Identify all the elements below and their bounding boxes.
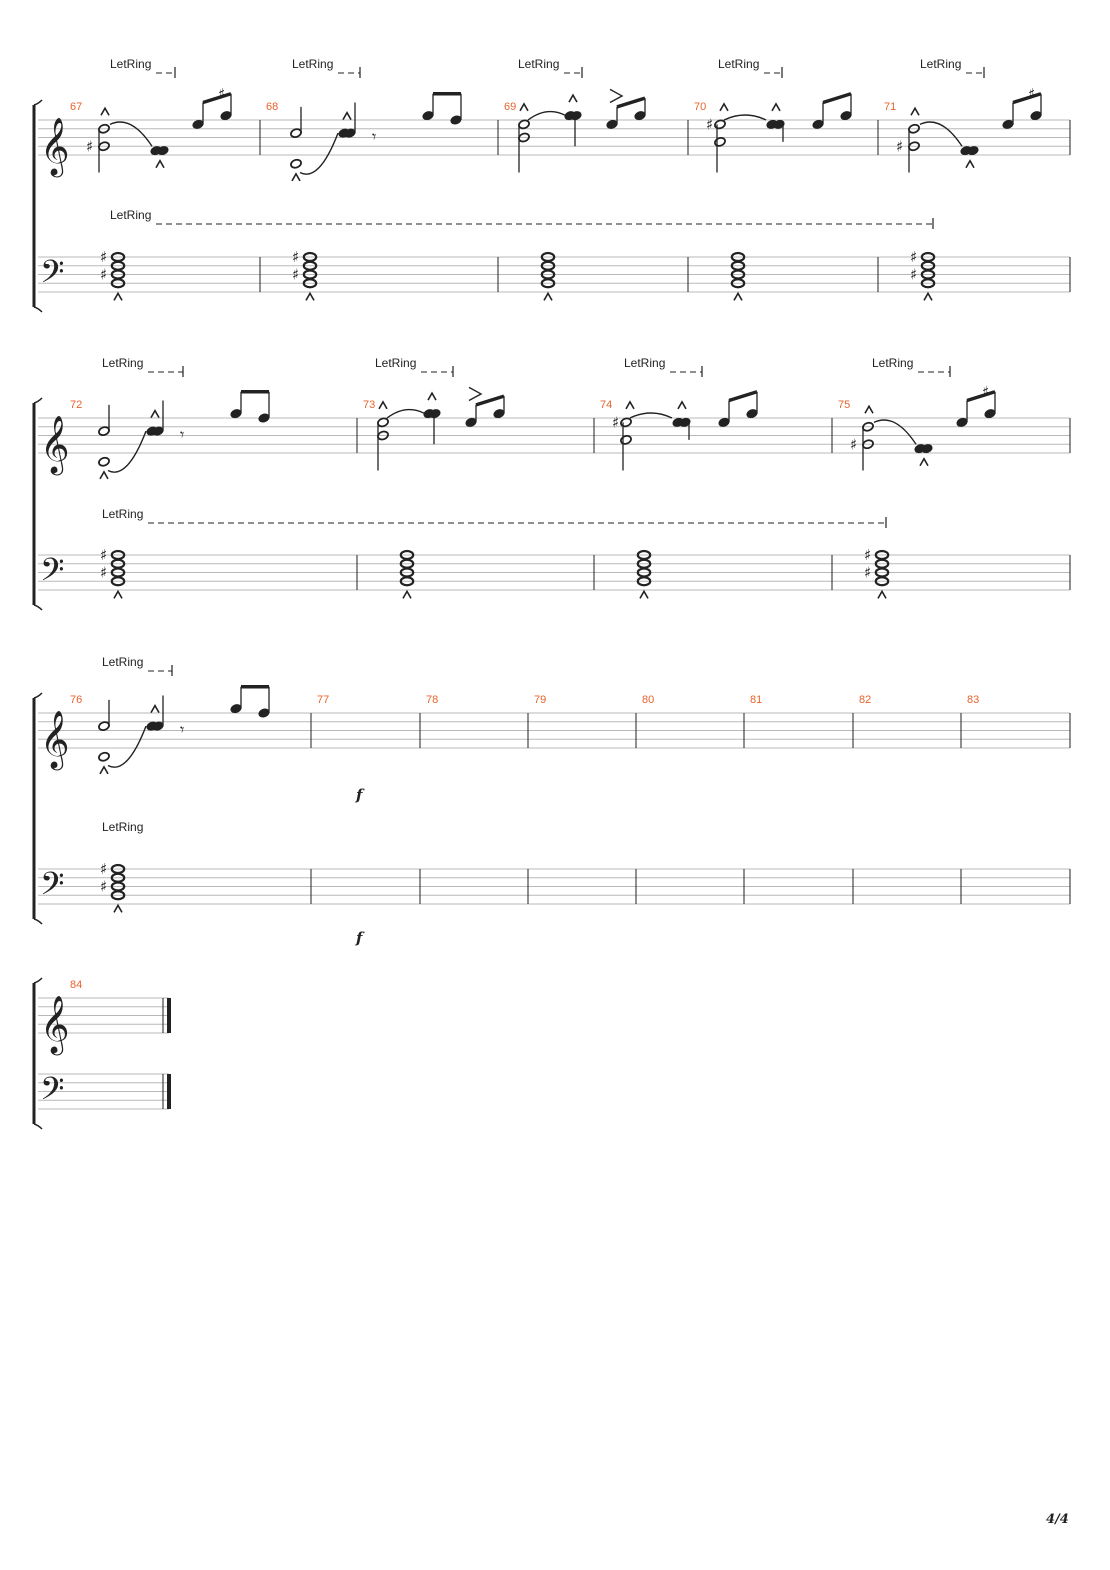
notehead [1030, 110, 1042, 121]
sharp-icon: ♯ [292, 265, 300, 284]
slur [920, 122, 962, 146]
marcato-mark [306, 293, 314, 300]
marcato-mark [151, 706, 159, 713]
bracket-bottom [34, 1124, 42, 1129]
marcato-mark [100, 472, 108, 479]
notehead [840, 110, 852, 121]
marcato-mark [114, 293, 122, 300]
measure-number: 79 [534, 694, 547, 706]
bracket-bottom [34, 307, 42, 312]
marcato-mark [911, 108, 919, 115]
sharp-icon: ♯ [896, 137, 904, 156]
marcato-mark [151, 411, 159, 418]
notehead [290, 128, 302, 139]
slur [874, 420, 916, 444]
bracket-bottom [34, 605, 42, 610]
sharp-icon: ♯ [706, 115, 714, 134]
notehead [714, 137, 726, 148]
marcato-mark [100, 767, 108, 774]
measure-number: 69 [504, 101, 517, 113]
measure-number: 78 [426, 694, 439, 706]
sharp-icon: ♯ [1028, 84, 1036, 103]
notehead [718, 417, 730, 428]
marcato-mark [101, 108, 109, 115]
treble-clef-icon: 𝄞 [40, 117, 70, 175]
system-3 [34, 687, 1070, 924]
bass-clef-icon: 𝄢 [40, 551, 65, 596]
marcato-mark [428, 393, 436, 400]
notehead [620, 417, 632, 428]
notehead [98, 426, 110, 437]
accent-mark [469, 387, 481, 400]
notehead [606, 119, 618, 130]
slur [108, 431, 146, 472]
bracket-bottom [34, 919, 42, 924]
notehead [290, 158, 302, 169]
bracket-top [34, 693, 42, 698]
beam [967, 392, 995, 401]
marcato-mark [720, 104, 728, 111]
marcato-mark [640, 591, 648, 598]
measure-75 [850, 383, 996, 599]
let-ring-label: LetRing [102, 507, 144, 521]
let-ring-label: LetRing [718, 57, 760, 71]
bass-staff [38, 555, 1070, 590]
notehead [493, 408, 505, 419]
measure-67 [86, 85, 232, 301]
notehead [230, 703, 242, 714]
marcato-mark [678, 402, 686, 409]
system-1 [34, 85, 1070, 312]
marcato-mark [878, 591, 886, 598]
bass-clef-icon: 𝄢 [40, 1070, 65, 1115]
system-4 [34, 978, 169, 1129]
marcato-mark [626, 402, 634, 409]
marcato-mark [544, 293, 552, 300]
bass-staff [38, 869, 1070, 904]
notehead [714, 119, 726, 130]
sharp-icon: ♯ [850, 435, 858, 454]
slur [110, 122, 152, 146]
marcato-mark [343, 113, 351, 120]
measure-number: 76 [70, 694, 83, 706]
bracket-top [34, 100, 42, 105]
measure-number: 70 [694, 101, 707, 113]
notehead [1002, 119, 1014, 130]
notehead [746, 408, 758, 419]
notehead [956, 417, 968, 428]
let-ring-label: LetRing [110, 208, 152, 222]
let-ring-label: LetRing [102, 356, 144, 370]
notehead [98, 721, 110, 732]
measure-number: 82 [859, 694, 872, 706]
measure-68 [290, 94, 462, 301]
beam [1013, 94, 1041, 103]
notehead [258, 708, 270, 719]
marcato-mark [403, 591, 411, 598]
notehead [812, 119, 824, 130]
marcato-mark [569, 95, 577, 102]
let-ring-label: LetRing [624, 356, 666, 370]
sharp-icon: ♯ [218, 84, 226, 103]
sharp-icon: ♯ [100, 563, 108, 582]
marcato-mark [156, 161, 164, 168]
sharp-icon: ♯ [864, 546, 872, 564]
measure-number: 74 [600, 399, 613, 411]
bracket-top [34, 398, 42, 403]
let-ring-label: LetRing [102, 655, 144, 669]
marcato-mark [520, 104, 528, 111]
sharp-icon: ♯ [910, 248, 918, 266]
let-ring-label: LetRing [375, 356, 417, 370]
let-ring-label: LetRing [920, 57, 962, 71]
notehead [220, 110, 232, 121]
marcato-mark [920, 459, 928, 466]
measure-72 [98, 392, 270, 599]
notehead [984, 408, 996, 419]
let-ring-label: LetRing [518, 57, 560, 71]
notehead [377, 417, 389, 428]
notehead [98, 751, 110, 762]
beam [476, 396, 504, 405]
eighth-rest-icon: 𝄾 [180, 424, 185, 444]
measure-74 [612, 392, 758, 599]
marcato-mark [772, 104, 780, 111]
bass-clef-icon: 𝄢 [40, 865, 65, 910]
sharp-icon: ♯ [982, 382, 990, 401]
treble-clef-icon: 𝄞 [40, 415, 70, 473]
let-ring-label: LetRing [110, 57, 152, 71]
notehead [422, 110, 434, 121]
measure-number: 73 [363, 399, 376, 411]
measure-76 [98, 687, 270, 913]
slur [528, 112, 566, 120]
marcato-mark [924, 293, 932, 300]
marcato-mark [379, 402, 387, 409]
treble-clef-icon: 𝄞 [40, 710, 70, 768]
marcato-mark [292, 174, 300, 181]
measure-number: 68 [266, 101, 279, 113]
sharp-icon: ♯ [100, 265, 108, 284]
notehead [634, 110, 646, 121]
measure-number: 80 [642, 694, 655, 706]
slur [630, 413, 672, 418]
page-number: 4/4 [1046, 1512, 1069, 1527]
notehead [450, 115, 462, 126]
eighth-rest-icon: 𝄾 [372, 126, 377, 146]
marcato-mark [966, 161, 974, 168]
notehead [518, 119, 530, 130]
slur [724, 115, 766, 120]
slur [387, 410, 425, 418]
marcato-mark [114, 905, 122, 912]
dynamic-mark: f [356, 929, 363, 947]
notehead [465, 417, 477, 428]
measure-73 [377, 387, 505, 598]
measure-number: 75 [838, 399, 851, 411]
treble-staff [38, 713, 1070, 748]
notehead [98, 456, 110, 467]
sharp-icon: ♯ [612, 413, 620, 432]
notehead [620, 435, 632, 446]
eighth-rest-icon: 𝄾 [180, 719, 185, 739]
dynamic-mark: f [356, 786, 363, 804]
measure-number: 77 [317, 694, 330, 706]
measure-number: 84 [70, 979, 83, 991]
let-ring-label: LetRing [292, 57, 334, 71]
bracket-top [34, 978, 42, 983]
sharp-icon: ♯ [910, 265, 918, 284]
measure-number: 67 [70, 101, 83, 113]
measure-number: 83 [967, 694, 980, 706]
measure-number: 71 [884, 101, 897, 113]
measure-number: 72 [70, 399, 83, 411]
system-2 [34, 383, 1070, 610]
bass-clef-icon: 𝄢 [40, 253, 65, 298]
sharp-icon: ♯ [86, 137, 94, 156]
treble-clef-icon: 𝄞 [40, 995, 70, 1053]
sharp-icon: ♯ [100, 248, 108, 266]
beam [729, 392, 757, 401]
marcato-mark [865, 406, 873, 413]
notehead [230, 408, 242, 419]
sharp-icon: ♯ [864, 563, 872, 582]
sharp-icon: ♯ [100, 877, 108, 896]
measure-69 [518, 89, 646, 300]
sharp-icon: ♯ [100, 860, 108, 878]
beam [823, 94, 851, 103]
notehead [258, 413, 270, 424]
measure-71 [896, 85, 1042, 301]
marcato-mark [114, 591, 122, 598]
notehead [192, 119, 204, 130]
measure-number: 81 [750, 694, 763, 706]
sharp-icon: ♯ [100, 546, 108, 564]
let-ring-label: LetRing [872, 356, 914, 370]
let-ring-label: LetRing [102, 820, 144, 834]
beam [617, 98, 645, 107]
sharp-icon: ♯ [292, 248, 300, 266]
accent-mark [610, 89, 622, 102]
marcato-mark [734, 293, 742, 300]
measure-70 [706, 94, 852, 301]
slur [108, 726, 146, 767]
beam [203, 94, 231, 103]
slur [300, 133, 338, 174]
